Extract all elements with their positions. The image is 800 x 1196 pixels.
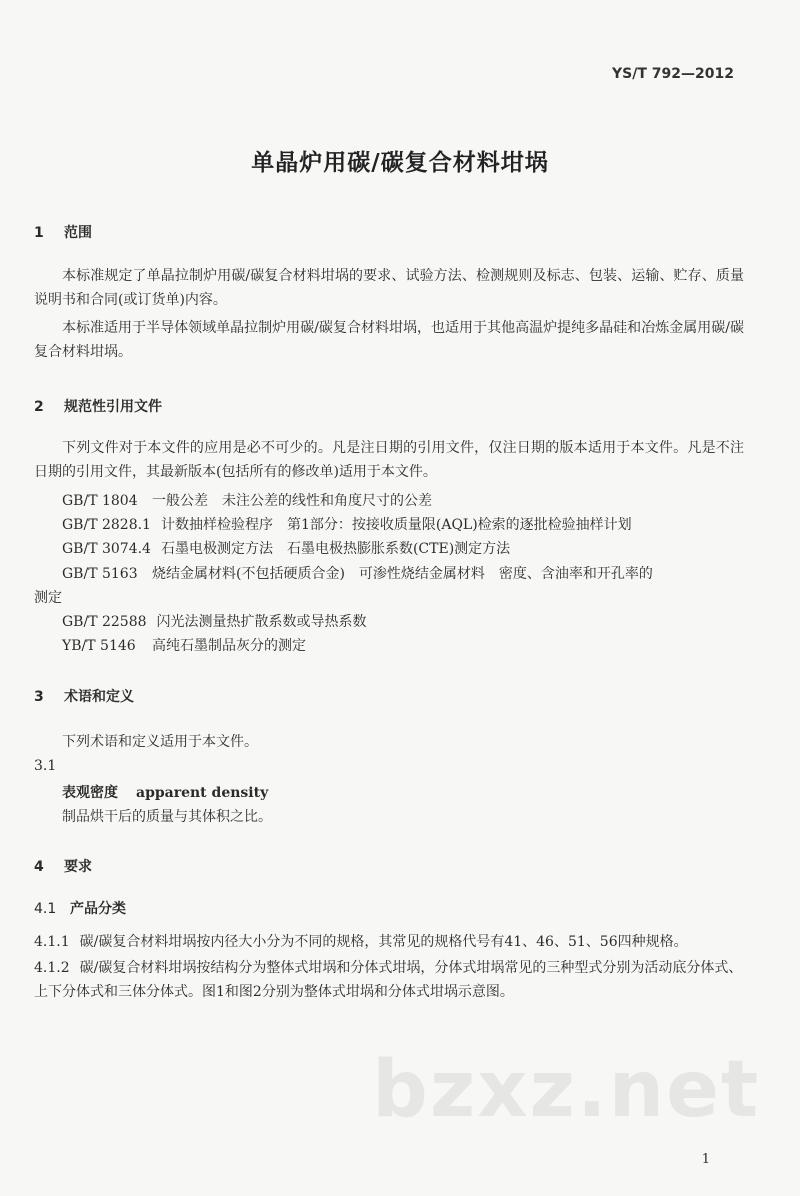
reference-code: GB/T 5163 <box>62 566 138 582</box>
reference-title: 一般公差 未注公差的线性和角度尺寸的公差 <box>152 493 432 509</box>
section-4-heading <box>34 856 92 876</box>
subsection-number: 4.1 <box>34 901 57 917</box>
reference-code: GB/T 2828.1 <box>62 517 151 533</box>
reference-code: GB/T 22588 <box>62 614 147 630</box>
subsection-heading <box>34 898 126 918</box>
reference-title: 石墨电极测定方法 石墨电极热膨胀系数(CTE)测定方法 <box>160 541 511 557</box>
paragraph: 本标准适用于半导体领域单晶拉制炉用碳/碳复合材料坩埚，也适用于其他高温炉提纯多晶硅和冶炼金属用碳/碳复合材料坩埚。 <box>34 320 744 360</box>
term-chinese: 表观密度 <box>62 785 118 801</box>
term-heading <box>62 782 268 802</box>
reference-item <box>62 490 432 510</box>
reference-item <box>62 514 632 534</box>
clause-4-1-2 <box>34 956 748 1004</box>
clause-number: 4.1.1 <box>34 934 70 950</box>
reference-title: 烧结金属材料(不包括硬质合金) 可渗性烧结金属材料 密度、含油率和开孔率的 <box>152 566 653 582</box>
reference-code: GB/T 3074.4 <box>62 541 151 557</box>
clause-number: 4.1.2 <box>34 960 70 976</box>
reference-code: YB/T 5146 <box>62 638 136 654</box>
page-title: 单晶炉用碳/碳复合材料坩埚 <box>251 150 549 176</box>
reference-title: 闪光法测量热扩散系数或导热系数 <box>156 614 367 630</box>
watermark: bzxz.net <box>372 1045 761 1135</box>
section-2-heading <box>34 396 162 416</box>
term-english: apparent density <box>136 785 269 801</box>
paragraph: 本标准规定了单晶拉制炉用碳/碳复合材料坩埚的要求、试验方法、检测规则及标志、包装、运输、贮存、质量说明书和合同(或订货单)内容。 <box>34 268 744 308</box>
term-definition: 制品烘干后的质量与其体积之比。 <box>62 809 272 825</box>
section-3-heading <box>34 686 134 706</box>
reference-item <box>62 611 367 631</box>
section-number: 3 <box>34 689 44 705</box>
reference-code: GB/T 1804 <box>62 493 138 509</box>
reference-continuation: 测定 <box>34 590 62 606</box>
standard-code: YS/T 792—2012 <box>612 66 734 82</box>
section-title: 规范性引用文件 <box>64 399 162 415</box>
clause-4-1-1 <box>34 930 748 954</box>
clause-text: 碳/碳复合材料坩埚按结构分为整体式坩埚和分体式坩埚，分体式坩埚常见的三种型式分别为活动底分体式、上下分体式和三体分体式。图1和图2分别为整体式坩埚和分体式坩埚示意图。 <box>34 960 743 1000</box>
section-number: 2 <box>34 399 44 415</box>
subsection-title: 产品分类 <box>70 901 126 917</box>
section-number: 4 <box>34 859 44 875</box>
section-1-heading <box>34 222 92 242</box>
section-title: 要求 <box>64 859 92 875</box>
paragraph: 下列文件对于本文件的应用是必不可少的。凡是注日期的引用文件，仅注日期的版本适用于本文件。凡是不注日期的引用文件，其最新版本(包括所有的修改单)适用于本文件。 <box>34 440 744 480</box>
reference-item <box>62 563 653 583</box>
clause-text: 碳/碳复合材料坩埚按内径大小分为不同的规格，其常见的规格代号有41、46、51、56四种规格。 <box>79 934 688 950</box>
page-number: 1 <box>701 1152 710 1167</box>
term-number: 3.1 <box>34 758 57 774</box>
section-number: 1 <box>34 225 44 241</box>
reference-title: 高纯石墨制品灰分的测定 <box>152 638 306 654</box>
section-title: 术语和定义 <box>64 689 134 705</box>
reference-item <box>62 635 306 655</box>
reference-title: 计数抽样检验程序 第1部分：按接收质量限(AQL)检索的逐批检验抽样计划 <box>160 517 632 533</box>
paragraph: 下列术语和定义适用于本文件。 <box>62 734 258 750</box>
reference-item <box>62 538 510 558</box>
section-title: 范围 <box>64 225 92 241</box>
